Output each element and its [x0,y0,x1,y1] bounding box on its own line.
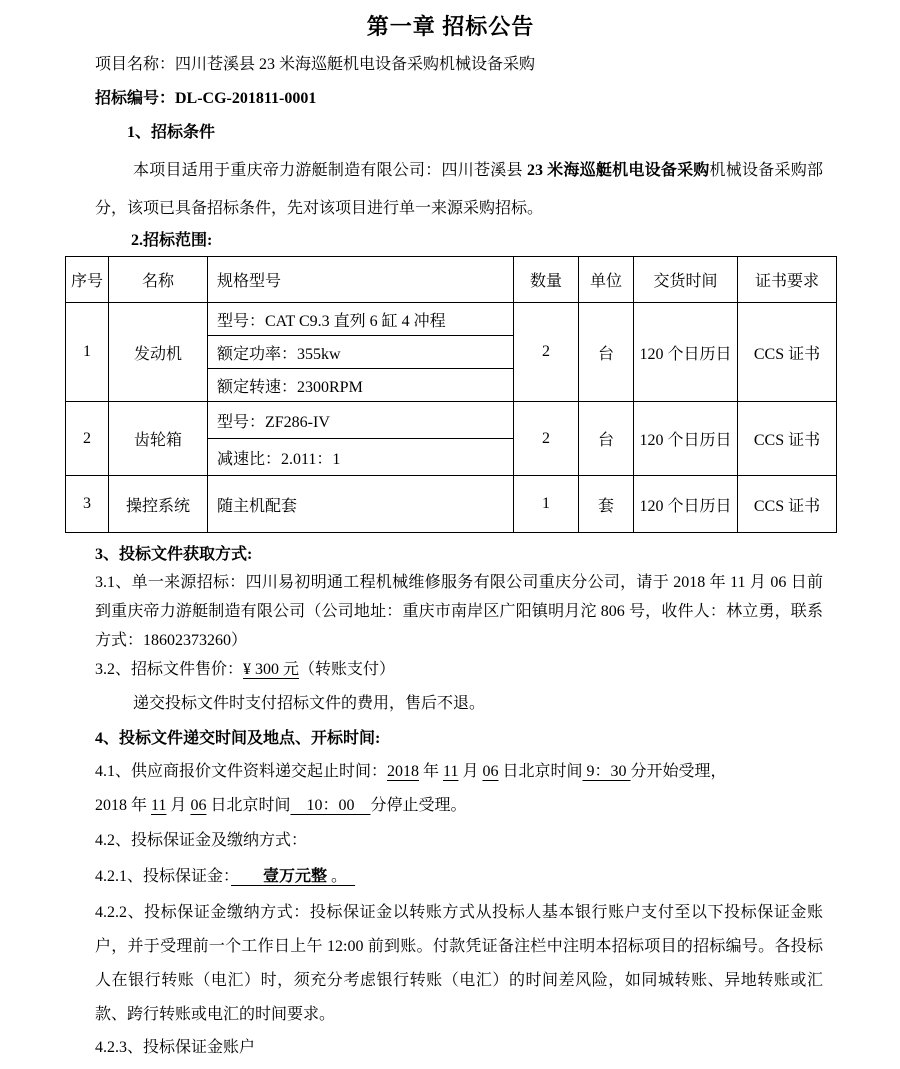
end-month-underline: 11 [151,797,167,814]
start-month-underline: 11 [443,763,459,780]
row2-no: 2 [66,402,109,476]
row2-spec-1: 型号：ZF286-IV [208,402,514,439]
deposit-amount-underline [231,868,355,885]
section-3-heading: 3、投标文件获取方式: [95,546,253,563]
row1-spec-2: 额定功率：355kw [208,336,514,369]
row3-qty: 1 [514,476,579,533]
document-price-underline: ¥ 300 元 [243,661,300,678]
deposit-amount-text: 壹万元整 [263,868,328,885]
item-4-2-3-line: 4.2.3、投标保证金账户 [95,1039,256,1056]
item-4-1-text: 年 [419,763,444,780]
row3-name: 操控系统 [109,476,208,533]
row3-no: 3 [66,476,109,533]
row3-delivery: 120 个日历日 [634,476,738,533]
section-4-heading: 4、投标文件递交时间及地点、开标时间: [95,730,381,747]
item-3-2-suffix: （转账支付） [299,661,396,678]
item-4-1-text: 日北京时间 [498,763,583,780]
row2-unit: 台 [579,402,634,476]
project-name-label: 项目名称： [95,56,176,73]
table-row [66,476,837,533]
row2-qty: 2 [514,402,579,476]
row1-qty: 2 [514,303,579,402]
col-header-qty: 数量 [514,257,579,303]
col-header-spec: 规格型号 [208,257,514,303]
section-1-paragraph [95,152,823,228]
item-4-1-text: 日北京时间 [206,797,291,814]
row2-delivery: 120 个日历日 [634,402,738,476]
item-4-1-paragraph [95,755,823,823]
col-header-name: 名称 [109,257,208,303]
row3-cert: CCS 证书 [738,476,837,533]
item-3-2-note: 递交投标文件时支付招标文件的费用，售后不退。 [133,695,486,712]
item-3-1-paragraph: 3.1、单一来源招标：四川易初明通工程机械维修服务有限公司重庆分公司，请于 2018 年 11 月 06 日前到重庆帝力游艇制造有限公司（公司地址：重庆市南岸区广阳镇明月沱 806 号，收件人：林立勇，联系方式：18602373260） [95,574,823,649]
col-header-delivery: 交货时间 [634,257,738,303]
section-1-bold-text: 23 米海巡艇机电设备采购 [526,162,710,179]
row1-spec-1: 型号：CAT C9.3 直列 6 缸 4 冲程 [208,303,514,336]
tender-number-line: 招标编号：DL-CG-201811-0001 [95,90,317,107]
item-4-1-text: 2018 年 [95,797,152,814]
col-header-cert: 证书要求 [738,257,837,303]
item-4-2-2-paragraph: 4.2.2、投标保证金缴纳方式：投标保证金以转账方式从投标人基本银行账户支付至以下投标保证金账户，并于受理前一个工作日上午 12:00 前到账。付款凭证备注栏中注明本招标项目的招标编号。各投标人在银行转账（电汇）时，须充分考虑银行转账（电汇）的时间差风险，如同城转账、异地转账或汇款、跨行转账或电汇的时间要求。 [95,904,823,1023]
row1-cert: CCS 证书 [738,303,837,402]
row2-spec-2: 减速比：2.011：1 [208,439,514,476]
row1-name: 发动机 [109,303,208,402]
tender-scope-table [65,256,837,533]
end-day-underline: 06 [190,797,207,814]
section-1-heading: 1、招标条件 [127,124,216,141]
item-4-1-label: 4.1、供应商报价文件资料递交起止时间： [95,763,388,780]
item-3-2-line [95,655,836,685]
section-1-text: 本项目适用于重庆帝力游艇制造有限公司：四川苍溪县 [133,162,527,179]
project-name-value: 四川苍溪县 23 米海巡艇机电设备采购机械设备采购 [175,56,536,73]
row1-unit: 台 [579,303,634,402]
item-4-1-text: 月 [458,763,483,780]
table-row [66,402,837,439]
item-4-1-text: 月 [166,797,191,814]
section-2-heading: 2.招标范围: [131,232,213,249]
col-header-no: 序号 [66,257,109,303]
deposit-underline-lead [231,868,263,885]
item-4-2-1-line [95,863,836,891]
item-4-1-text: 分开始受理， [630,763,727,780]
row1-spec-3: 额定转速：2300RPM [208,369,514,402]
deposit-underline-tail: 。 [327,868,356,885]
row3-unit: 套 [579,476,634,533]
start-day-underline: 06 [482,763,499,780]
start-time-underline: 9：30 [582,763,631,780]
table-header-row [66,257,837,303]
row1-no: 1 [66,303,109,402]
section-1-text-tail: 机械设备采购部分，该项已具备招标条件，先对该项目进行单一来源采购招标。 [95,162,823,217]
row2-name: 齿轮箱 [109,402,208,476]
item-4-1-text: 分停止受理。 [370,797,467,814]
row2-cert: CCS 证书 [738,402,837,476]
item-4-2-heading: 4.2、投标保证金及缴纳方式： [95,832,308,849]
start-year-underline: 2018 [387,763,420,780]
item-3-2-label: 3.2、招标文件售价： [95,661,244,678]
row3-spec-1: 随主机配套 [208,476,514,533]
col-header-unit: 单位 [579,257,634,303]
table-row [66,303,837,336]
item-4-2-1-label: 4.2.1、投标保证金： [95,868,232,885]
row1-delivery: 120 个日历日 [634,303,738,402]
end-time-underline: 10：00 [290,797,371,814]
page-title: 第一章 招标公告 [366,14,535,39]
project-name-line [95,52,836,78]
